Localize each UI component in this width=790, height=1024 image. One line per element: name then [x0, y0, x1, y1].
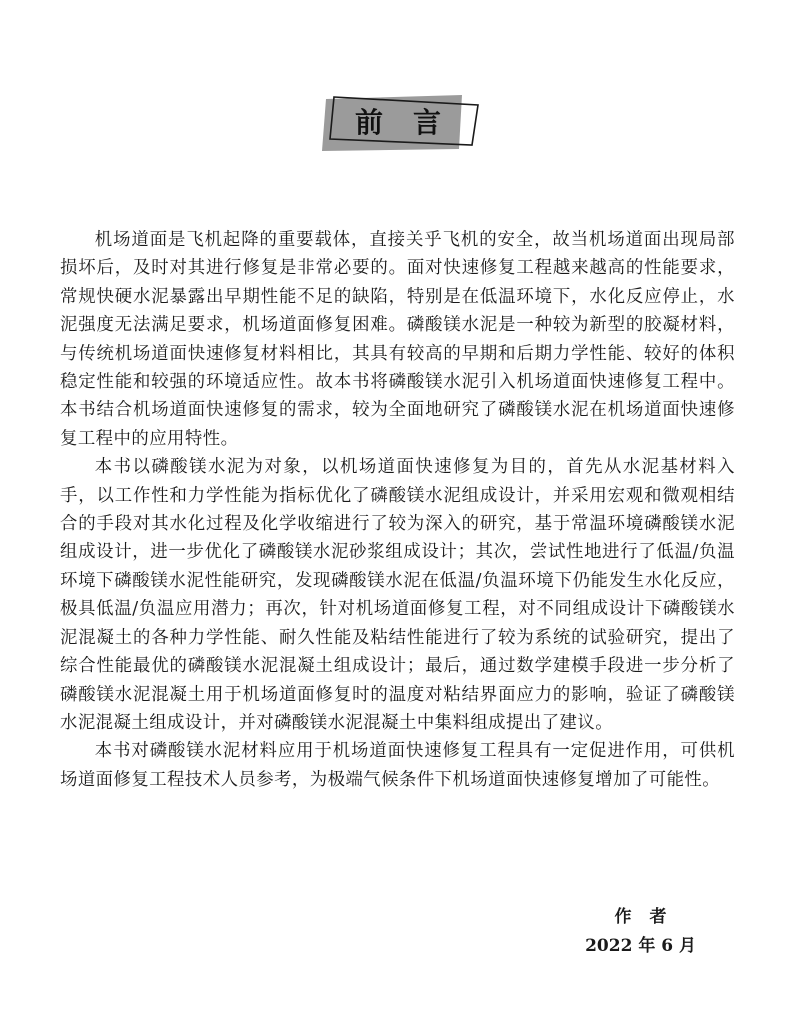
- paragraph-2: 本书以磷酸镁水泥为对象，以机场道面快速修复为目的，首先从水泥基材料入手，以工作性和力学性能为指标优化了磷酸镁水泥组成设计，并采用宏观和微观相结合的手段对其水化过程及化学收缩进行了较为深入的研究，基于常温环境磷酸镁水泥组成设计，进一步优化了磷酸镁水泥砂浆组成设计；其次，尝试性地进行了低温/负温环境下磷酸镁水泥性能研究，发现磷酸镁水泥在低温/负温环境下仍能发生水化反应，极具低温/负温应用潜力；再次，针对机场道面修复工程，对不同组成设计下磷酸镁水泥混凝土的各种力学性能、耐久性能及粘结性能进行了较为系统的试验研究，提出了综合性能最优的磷酸镁水泥混凝土组成设计；最后，通过数学建模手段进一步分析了磷酸镁水泥混凝土用于机场道面修复时的温度对粘结界面应力的影响，验证了磷酸镁水泥混凝土组成设计，并对磷酸镁水泥混凝土中集料组成提出了建议。: [60, 457, 735, 733]
- signature-date: 2022 年 6 月: [585, 936, 696, 956]
- paragraph-1: 机场道面是飞机起降的重要载体，直接关乎飞机的安全，故当机场道面出现局部损坏后，及时对其进行修复是非常必要的。面对快速修复工程越来越高的性能要求，常规快硬水泥暴露出早期性能不足的缺陷，特别是在低温环境下，水化反应停止，水泥强度无法满足要求，机场道面修复困难。磷酸镁水泥是一种较为新型的胶凝材料，与传统机场道面快速修复材料相比，其具有较高的早期和后期力学性能、较好的体积稳定性能和较强的环境适应性。故本书将磷酸镁水泥引入机场道面快速修复工程中。本书结合机场道面快速修复的需求，较为全面地研究了磷酸镁水泥在机场道面快速修复工程中的应用特性。: [60, 230, 735, 449]
- signature-block: [585, 903, 696, 961]
- preface-header: [312, 93, 484, 153]
- page-title: 前言: [354, 106, 471, 139]
- preface-body: [60, 226, 735, 794]
- author-label: 作者: [614, 907, 685, 927]
- paragraph-3: 本书对磷酸镁水泥材料应用于机场道面快速修复工程具有一定促进作用，可供机场道面修复工程技术人员参考，为极端气候条件下机场道面快速修复增加了可能性。: [60, 741, 735, 790]
